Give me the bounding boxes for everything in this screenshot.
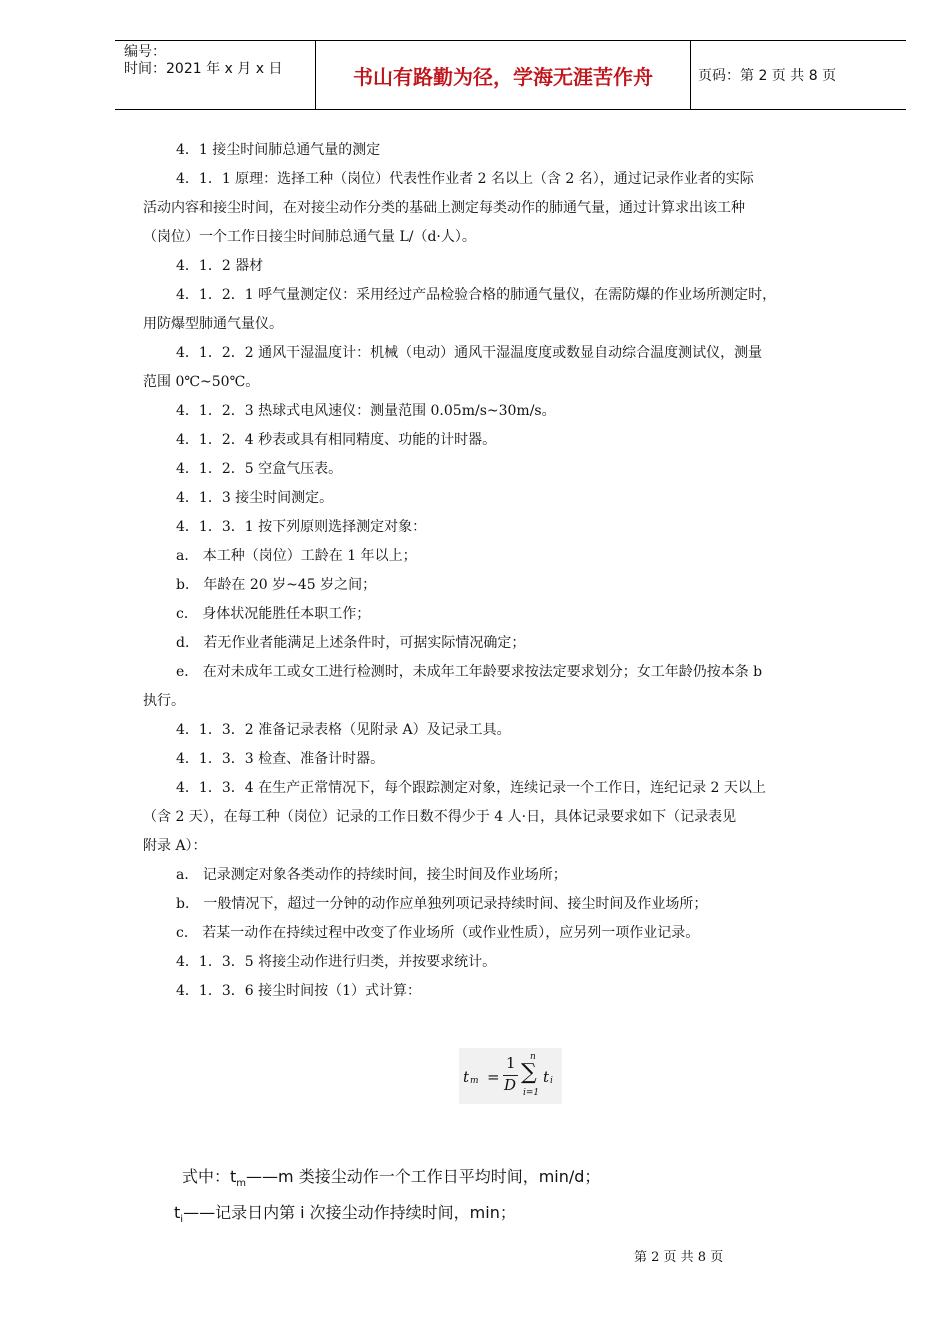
note-subscript: m xyxy=(236,1178,247,1190)
list-item: b． 一般情况下，超过一分钟的动作应单独列项记录持续时间、接尘时间及作业场所； xyxy=(176,896,708,912)
list-item: b． 年龄在 20 岁~45 岁之间； xyxy=(176,577,377,593)
paragraph: 范围 0℃~50℃。 xyxy=(143,374,260,390)
formula-notes xyxy=(174,1162,601,1234)
paragraph: 用防爆型肺通气量仪。 xyxy=(143,316,283,332)
document-body xyxy=(143,136,883,1006)
paragraph: （含 2 天），在每工种（岗位）记录的工作日数不得少于 4 人·日，具体记录要求如下（记录表见 xyxy=(143,809,737,825)
header-motto-cell xyxy=(315,41,691,109)
list-item: d． 若无作业者能满足上述条件时，可据实际情况确定； xyxy=(176,635,526,651)
formula-lower-limit: i=1 xyxy=(523,1088,540,1098)
paragraph: 4．1．3．3 检查、准备计时器。 xyxy=(176,751,385,767)
paragraph: 4．1．1 原理：选择工种（岗位）代表性作业者 2 名以上（含 2 名），通过记录作业者的实际 xyxy=(176,171,754,187)
formula-numerator: 1 xyxy=(506,1054,516,1072)
paragraph: 执行。 xyxy=(143,693,185,709)
page-footer: 第 2 页 共 8 页 xyxy=(634,1250,724,1265)
list-item: a． 记录测定对象各类动作的持续时间，接尘时间及作业场所； xyxy=(176,867,567,883)
page-header xyxy=(115,40,906,110)
paragraph: 4．1．3．2 准备记录表格（见附录 A）及记录工具。 xyxy=(176,722,511,738)
note-prefix: t xyxy=(174,1203,181,1223)
paragraph: 4．1．2．3 热球式电风速仪：测量范围 0.05m/s~30m/s。 xyxy=(176,403,556,419)
formula-lhs: t xyxy=(463,1068,470,1086)
paragraph: （岗位）一个工作日接尘时间肺总通气量 L/（d·人）。 xyxy=(143,229,476,245)
formula-equals: = xyxy=(487,1068,500,1086)
paragraph: 活动内容和接尘时间，在对接尘动作分类的基础上测定每类动作的肺通气量，通过计算求出该工种 xyxy=(143,200,745,216)
list-item: e． 在对未成年工或女工进行检测时，未成年工年龄要求按法定要求划分；女工年龄仍按本条 b xyxy=(176,664,763,680)
paragraph: 4．1．2．5 空盒气压表。 xyxy=(176,461,343,477)
formula-sigma: ∑ xyxy=(521,1060,537,1085)
paragraph: 4．1．3．5 将接尘动作进行归类，并按要求统计。 xyxy=(176,954,497,970)
paragraph: 4．1．2 器材 xyxy=(176,258,264,274)
list-item: c． 身体状况能胜任本职工作； xyxy=(176,606,371,622)
document-date: 时间：2021 年 x 月 x 日 xyxy=(124,61,283,77)
paragraph: 4．1．3．1 按下列原则选择测定对象： xyxy=(176,519,427,535)
list-item: a． 本工种（岗位）工龄在 1 年以上； xyxy=(176,548,417,564)
note-subscript: i xyxy=(180,1214,184,1226)
paragraph: 4．1．2．1 呼气量测定仪：采用经过产品检验合格的肺通气量仪，在需防爆的作业场所测定时， xyxy=(176,287,777,303)
equation-image xyxy=(459,1048,562,1104)
formula-denominator: D xyxy=(504,1076,517,1094)
note-line xyxy=(182,1162,600,1198)
formula-upper-limit: n xyxy=(530,1052,536,1062)
paragraph: 4．1．3．6 接尘时间按（1）式计算： xyxy=(176,983,421,999)
paragraph: 4．1 接尘时间肺总通气量的测定 xyxy=(176,142,381,158)
paragraph: 4．1．3 接尘时间测定。 xyxy=(176,490,334,506)
note-text: ——m 类接尘动作一个工作日平均时间，min/d； xyxy=(246,1167,601,1186)
header-motto: 书山有路勤为径，学海无涯苦作舟 xyxy=(353,64,653,89)
formula-term: t xyxy=(543,1068,550,1086)
formula-term-subscript: i xyxy=(550,1076,553,1086)
note-line xyxy=(174,1198,600,1234)
paragraph: 4．1．3．4 在生产正常情况下，每个跟踪测定对象，连续记录一个工作日，连纪记录 2 天以上 xyxy=(176,780,766,796)
paragraph: 附录 A）： xyxy=(143,838,207,854)
paragraph: 4．1．2．4 秒表或具有相同精度、功能的计时器。 xyxy=(176,432,497,448)
document-code-label: 编号： xyxy=(124,44,166,60)
formula-lhs-subscript: m xyxy=(470,1076,479,1086)
note-prefix: 式中：t xyxy=(182,1167,237,1186)
header-page-info: 页码：第 2 页 共 8 页 xyxy=(698,68,837,84)
paragraph: 4．1．2．2 通风干湿温度计：机械（电动）通风干湿温度度或数显自动综合温度测试仪，测量 xyxy=(176,345,763,361)
list-item: c． 若某一动作在持续过程中改变了作业场所（或作业性质），应另列一项作业记录。 xyxy=(176,925,700,941)
header-meta xyxy=(115,41,315,109)
note-text: ——记录日内第 i 次接尘动作持续时间，min； xyxy=(183,1203,516,1223)
